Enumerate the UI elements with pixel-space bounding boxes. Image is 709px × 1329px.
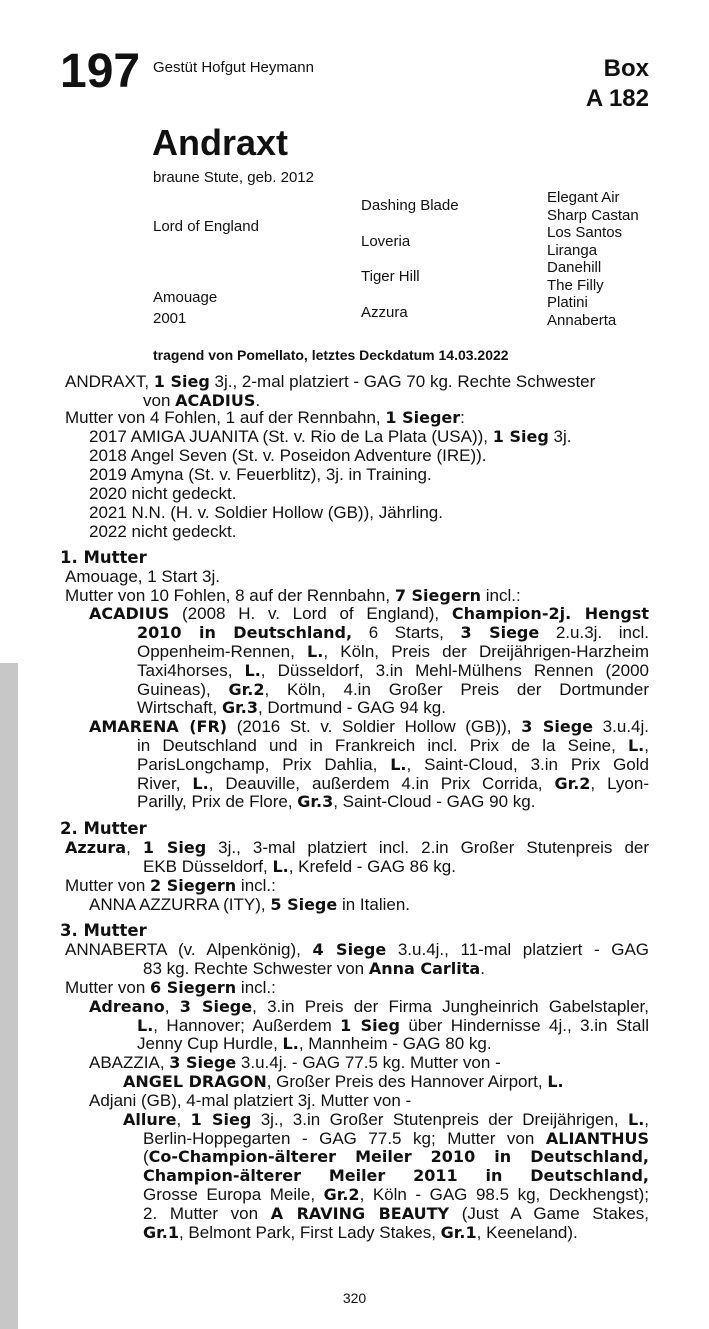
breeder-name: Gestüt Hofgut Heymann xyxy=(153,59,314,76)
record-line: ANDRAXT, 1 Sieg 3j., 2-mal platziert - GAG 70 kg. Rechte Schwester xyxy=(65,372,596,391)
pedigree-sire: Lord of England xyxy=(153,218,259,235)
record-line: (Co-Champion-älterer Meiler 2010 in Deutschland, xyxy=(143,1147,649,1166)
record-line: Azzura, 1 Sieg 3j., 3-mal platziert incl. 2.in Großer Stutenpreis der xyxy=(65,838,650,857)
lot-number: 197 xyxy=(60,45,141,98)
record-line: von ACADIUS. xyxy=(143,391,261,410)
page-number: 320 xyxy=(342,1290,367,1306)
pedigree-dam-sire: Tiger Hill xyxy=(361,268,420,285)
record-line: ACADIUS (2008 H. v. Lord of England), Champion-2j. Hengst xyxy=(89,604,649,623)
horse-description: braune Stute, geb. 2012 xyxy=(153,169,314,186)
record-line: Allure, 1 Sieg 3j., 3.in Großer Stutenpreis der Dreijährigen, L., xyxy=(123,1110,650,1129)
foal-line: 2021 N.N. (H. v. Soldier Hollow (GB)), Jährling. xyxy=(89,503,443,522)
record-line: Berlin-Hoppegarten - GAG 77.5 kg; Mutter von ALIANTHUS xyxy=(143,1129,649,1148)
foal-line: 2020 nicht gedeckt. xyxy=(89,484,237,503)
record-line: 2. Mutter von A RAVING BEAUTY (Just A Game Stakes, xyxy=(143,1204,650,1223)
pedigree-gen3-item: Liranga xyxy=(547,241,598,259)
pedigree-gen3-item: Los Santos xyxy=(547,224,623,241)
pedigree-gen3-item: Danehill xyxy=(547,259,602,276)
record-line: 83 kg. Rechte Schwester von Anna Carlita. xyxy=(143,959,485,978)
foal-line: 2017 AMIGA JUANITA (St. v. Rio de La Plata (USA)), 1 Sieg 3j. xyxy=(89,427,572,446)
record-line: AMARENA (FR) (2016 St. v. Soldier Hollow (GB)), 3 Siege 3.u.4j. xyxy=(89,717,649,736)
record-line: Mutter von 4 Fohlen, 1 auf der Rennbahn, 1 Sieger: xyxy=(65,408,465,427)
pedigree-gen3-item: Annaberta xyxy=(547,311,617,329)
record-line: Grosse Europa Meile, Gr.2, Köln - GAG 98.5 kg, Deckhengst); xyxy=(143,1185,649,1204)
record-line: in Deutschland und in Frankreich incl. Prix de la Seine, L., xyxy=(137,736,649,755)
record-line: Guineas), Gr.2, Köln, 4.in Großer Preis der Dortmunder xyxy=(137,680,649,699)
pedigree-sire-sire: Dashing Blade xyxy=(361,197,459,214)
record-line: Amouage, 1 Start 3j. xyxy=(65,567,220,586)
section-heading: 2. Mutter xyxy=(60,819,147,838)
pedigree-gen3 xyxy=(547,189,639,329)
record-line: Parilly, Prix de Flore, Gr.3, Saint-Cloud - GAG 90 kg. xyxy=(137,792,536,811)
section-heading: 3. Mutter xyxy=(60,921,147,940)
pedigree-gen3-item: Sharp Castan xyxy=(547,206,639,224)
record-line: Adreano, 3 Siege, 3.in Preis der Firma Jungheinrich Gabelstapler, xyxy=(89,997,649,1016)
record-line: ParisLongchamp, Prix Dahlia, L., Saint-Cloud, 3.in Prix Gold xyxy=(137,755,649,774)
page-edge-bar xyxy=(0,663,18,1329)
foal-line: 2018 Angel Seven (St. v. Poseidon Adventure (IRE)). xyxy=(89,446,487,465)
pedigree-dam-year: 2001 xyxy=(153,310,187,327)
box-label: Box xyxy=(603,55,649,82)
box-info xyxy=(586,54,649,114)
record-line: Adjani (GB), 4-mal platziert 3j. Mutter von - xyxy=(89,1091,412,1110)
record-line: Mutter von 10 Fohlen, 8 auf der Rennbahn, 7 Siegern incl.: xyxy=(65,586,521,605)
record-line: Jenny Cup Hurdle, L., Mannheim - GAG 80 kg. xyxy=(137,1034,492,1053)
pedigree-gen3-item: Platini xyxy=(547,294,588,311)
pedigree-dam: Amouage xyxy=(153,289,218,306)
pedigree-dam-dam: Azzura xyxy=(361,304,408,321)
record-line: Champion-älterer Meiler 2011 in Deutschland, xyxy=(143,1166,649,1185)
record-line: River, L., Deauville, außerdem 4.in Prix Corrida, Gr.2, Lyon- xyxy=(137,774,649,793)
record-line: EKB Düsseldorf, L., Krefeld - GAG 86 kg. xyxy=(143,857,456,876)
pedigree-sire-dam: Loveria xyxy=(361,233,411,250)
record-line: Mutter von 2 Siegern incl.: xyxy=(65,876,276,895)
pregnancy-note: tragend von Pomellato, letztes Deckdatum 14.03.2022 xyxy=(153,347,509,363)
pedigree-gen3-item: The Filly xyxy=(547,276,604,294)
record-line: Wirtschaft, Gr.3, Dortmund - GAG 94 kg. xyxy=(137,698,446,717)
record-line: L., Hannover; Außerdem 1 Sieg über Hindernisse 4j., 3.in Stall xyxy=(137,1016,650,1035)
record-line: Gr.1, Belmont Park, First Lady Stakes, Gr.1, Keeneland). xyxy=(143,1223,578,1242)
record-line: ANGEL DRAGON, Großer Preis des Hannover Airport, L. xyxy=(123,1072,564,1091)
record-line: ANNABERTA (v. Alpenkönig), 4 Siege 3.u.4j., 11-mal platziert - GAG xyxy=(65,940,650,959)
foal-line: 2022 nicht gedeckt. xyxy=(89,522,237,541)
pedigree-gen3-item: Elegant Air xyxy=(547,189,620,206)
foal-line: 2019 Amyna (St. v. Feuerblitz), 3j. in Training. xyxy=(89,465,432,484)
record-line: Taxi4horses, L., Düsseldorf, 3.in Mehl-Mülhens Rennen (2000 xyxy=(137,661,649,680)
record-line: 2010 in Deutschland, 6 Starts, 3 Siege 2.u.3j. incl. xyxy=(137,623,649,642)
box-number: A 182 xyxy=(585,85,649,112)
record-line: ANNA AZZURRA (ITY), 5 Siege in Italien. xyxy=(89,895,410,914)
record-line: Oppenheim-Rennen, L., Köln, Preis der Dreijährigen-Harzheim xyxy=(137,642,650,661)
section-heading: 1. Mutter xyxy=(60,548,147,567)
record-line: Mutter von 6 Siegern incl.: xyxy=(65,978,276,997)
record-line: ABAZZIA, 3 Siege 3.u.4j. - GAG 77.5 kg. Mutter von - xyxy=(89,1053,501,1072)
horse-name: Andraxt xyxy=(152,122,289,163)
